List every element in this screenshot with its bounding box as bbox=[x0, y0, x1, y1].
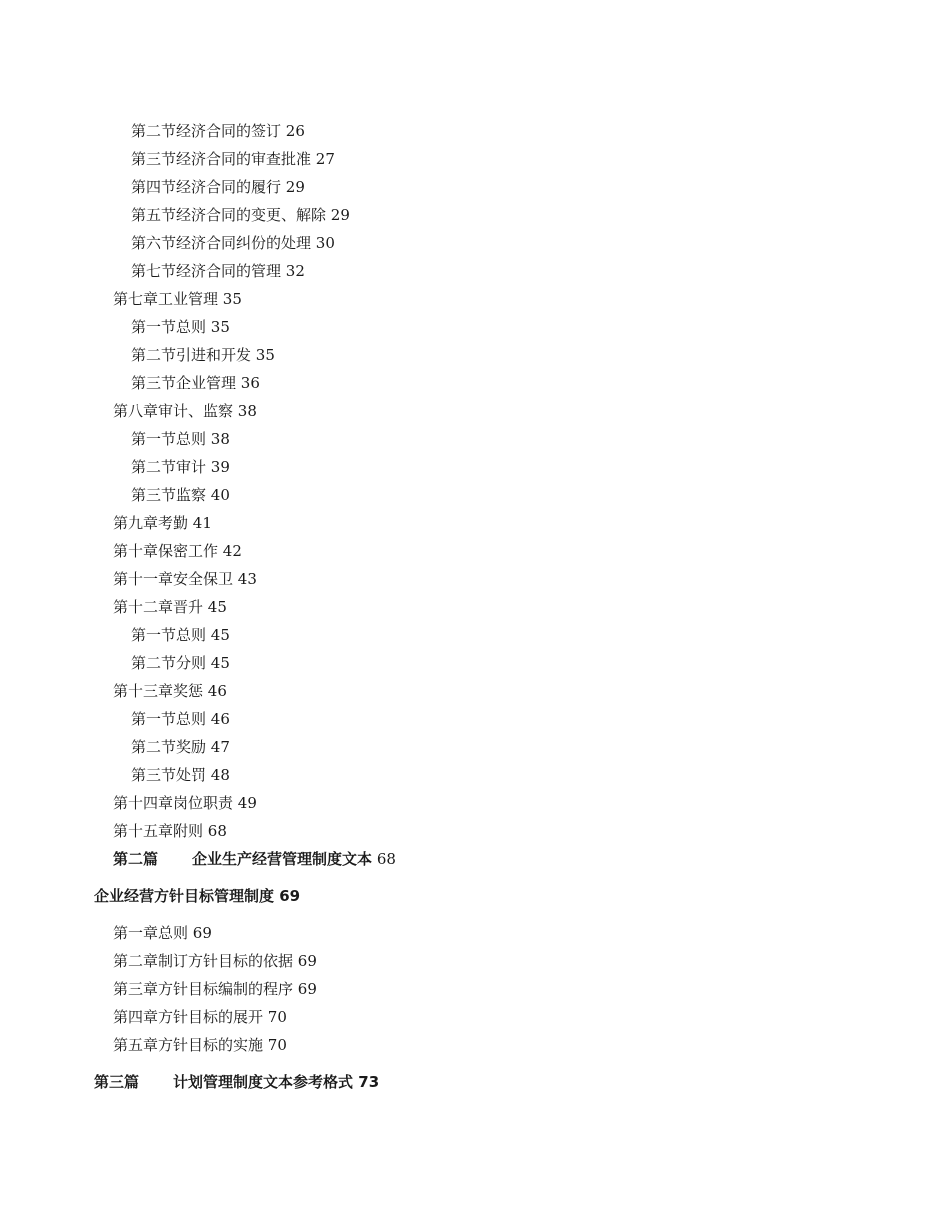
toc-chapter[interactable] bbox=[113, 681, 227, 701]
toc-entry-page: 40 bbox=[210, 486, 230, 504]
toc-entry-page: 46 bbox=[207, 682, 227, 700]
toc-entry-title: 第六节经济合同纠份的处理 bbox=[131, 234, 312, 252]
toc-entry-page: 35 bbox=[255, 346, 275, 364]
toc-entry-title: 第三章方针目标编制的程序 bbox=[113, 980, 294, 998]
toc-chapter[interactable] bbox=[113, 1007, 287, 1027]
toc-entry[interactable] bbox=[131, 737, 230, 757]
toc-entry-page: 48 bbox=[210, 766, 230, 784]
toc-entry-page: 27 bbox=[315, 150, 335, 168]
toc-entry-page: 70 bbox=[267, 1008, 287, 1026]
toc-entry-page: 69 bbox=[297, 980, 317, 998]
toc-entry[interactable] bbox=[131, 261, 305, 281]
toc-entry-title: 第五节经济合同的变更、解除 bbox=[131, 206, 327, 224]
toc-chapter[interactable] bbox=[113, 821, 227, 841]
toc-chapter[interactable] bbox=[113, 951, 317, 971]
toc-entry-page: 69 bbox=[279, 887, 301, 905]
toc-entry-title: 第十一章安全保卫 bbox=[113, 570, 234, 588]
toc-entry[interactable] bbox=[131, 653, 230, 673]
toc-chapter[interactable] bbox=[113, 923, 212, 943]
toc-entry[interactable] bbox=[131, 765, 230, 785]
toc-entry-page: 30 bbox=[315, 234, 335, 252]
toc-entry[interactable] bbox=[131, 205, 350, 225]
toc-entry-title: 计划管理制度文本参考格式 bbox=[173, 1073, 354, 1091]
toc-entry-title: 第二节奖励 bbox=[131, 738, 207, 756]
toc-entry-page: 45 bbox=[210, 654, 230, 672]
toc-entry-page: 41 bbox=[192, 514, 212, 532]
toc-entry-title: 企业生产经营管理制度文本 bbox=[192, 850, 373, 868]
toc-entry-page: 68 bbox=[207, 822, 227, 840]
toc-entry[interactable] bbox=[131, 373, 260, 393]
toc-entry-page: 29 bbox=[330, 206, 350, 224]
toc-chapter[interactable] bbox=[113, 513, 212, 533]
toc-chapter[interactable] bbox=[113, 569, 257, 589]
toc-entry-title: 第三节处罚 bbox=[131, 766, 207, 784]
toc-entry[interactable] bbox=[131, 149, 335, 169]
toc-entry[interactable] bbox=[131, 625, 230, 645]
toc-chapter[interactable] bbox=[113, 401, 257, 421]
toc-entry-title: 第一节总则 bbox=[131, 626, 207, 644]
toc-entry[interactable] bbox=[131, 709, 230, 729]
toc-entry-title: 第十四章岗位职责 bbox=[113, 794, 234, 812]
toc-entry[interactable] bbox=[131, 345, 275, 365]
toc-entry[interactable] bbox=[131, 233, 335, 253]
toc-entry-title: 第二节审计 bbox=[131, 458, 207, 476]
toc-entry-title: 第二节引进和开发 bbox=[131, 346, 252, 364]
toc-entry-title: 第十章保密工作 bbox=[113, 542, 219, 560]
toc-part[interactable] bbox=[113, 849, 396, 869]
toc-entry-page: 43 bbox=[237, 570, 257, 588]
toc-entry-page: 69 bbox=[192, 924, 212, 942]
toc-chapter[interactable] bbox=[113, 979, 317, 999]
toc-entry-page: 36 bbox=[240, 374, 260, 392]
toc-entry-page: 39 bbox=[210, 458, 230, 476]
toc-entry-title: 第三节企业管理 bbox=[131, 374, 237, 392]
toc-entry-title: 企业经营方针目标管理制度 bbox=[94, 887, 275, 905]
toc-entry-title: 第八章审计、监察 bbox=[113, 402, 234, 420]
toc-entry-title: 第三节监察 bbox=[131, 486, 207, 504]
toc-chapter[interactable] bbox=[113, 793, 257, 813]
toc-entry-title: 第九章考勤 bbox=[113, 514, 189, 532]
toc-entry-page: 35 bbox=[222, 290, 242, 308]
toc-part-label: 第三篇 bbox=[94, 1073, 140, 1091]
toc-entry-page: 45 bbox=[207, 598, 227, 616]
toc-entry[interactable] bbox=[131, 177, 305, 197]
toc-entry-page: 68 bbox=[376, 850, 396, 868]
toc-entry-title: 第一节总则 bbox=[131, 430, 207, 448]
toc-entry-page: 32 bbox=[285, 262, 305, 280]
toc-entry-title: 第一节总则 bbox=[131, 710, 207, 728]
toc-entry-page: 29 bbox=[285, 178, 305, 196]
toc-entry-page: 46 bbox=[210, 710, 230, 728]
toc-entry-page: 42 bbox=[222, 542, 242, 560]
toc-entry[interactable] bbox=[131, 317, 230, 337]
toc-entry-page: 38 bbox=[237, 402, 257, 420]
toc-entry-page: 73 bbox=[358, 1073, 380, 1091]
toc-entry[interactable] bbox=[131, 429, 230, 449]
toc-entry-title: 第十二章晋升 bbox=[113, 598, 204, 616]
toc-part[interactable] bbox=[94, 1072, 379, 1092]
toc-entry-title: 第四章方针目标的展开 bbox=[113, 1008, 264, 1026]
toc-chapter[interactable] bbox=[113, 1035, 287, 1055]
toc-entry-title: 第四节经济合同的履行 bbox=[131, 178, 282, 196]
toc-entry[interactable] bbox=[131, 457, 230, 477]
toc-entry-page: 26 bbox=[285, 122, 305, 140]
toc-part-label: 第二篇 bbox=[113, 850, 159, 868]
toc-entry[interactable] bbox=[131, 485, 230, 505]
toc-chapter[interactable] bbox=[113, 597, 227, 617]
toc-entry-title: 第一章总则 bbox=[113, 924, 189, 942]
toc-document-heading[interactable] bbox=[94, 886, 300, 906]
toc-entry-page: 70 bbox=[267, 1036, 287, 1054]
toc-entry-page: 49 bbox=[237, 794, 257, 812]
toc-entry[interactable] bbox=[131, 121, 305, 141]
toc-chapter[interactable] bbox=[113, 289, 242, 309]
toc-entry-page: 47 bbox=[210, 738, 230, 756]
toc-entry-title: 第二节经济合同的签订 bbox=[131, 122, 282, 140]
toc-entry-title: 第五章方针目标的实施 bbox=[113, 1036, 264, 1054]
toc-entry-title: 第一节总则 bbox=[131, 318, 207, 336]
toc-entry-page: 45 bbox=[210, 626, 230, 644]
toc-entry-title: 第十五章附则 bbox=[113, 822, 204, 840]
toc-entry-page: 35 bbox=[210, 318, 230, 336]
toc-entry-title: 第七章工业管理 bbox=[113, 290, 219, 308]
toc-entry-title: 第七节经济合同的管理 bbox=[131, 262, 282, 280]
toc-entry-title: 第二节分则 bbox=[131, 654, 207, 672]
toc-entry-title: 第十三章奖惩 bbox=[113, 682, 204, 700]
toc-entry-title: 第三节经济合同的审查批准 bbox=[131, 150, 312, 168]
toc-entry-title: 第二章制订方针目标的依据 bbox=[113, 952, 294, 970]
toc-entry-page: 38 bbox=[210, 430, 230, 448]
toc-chapter[interactable] bbox=[113, 541, 242, 561]
toc-entry-page: 69 bbox=[297, 952, 317, 970]
